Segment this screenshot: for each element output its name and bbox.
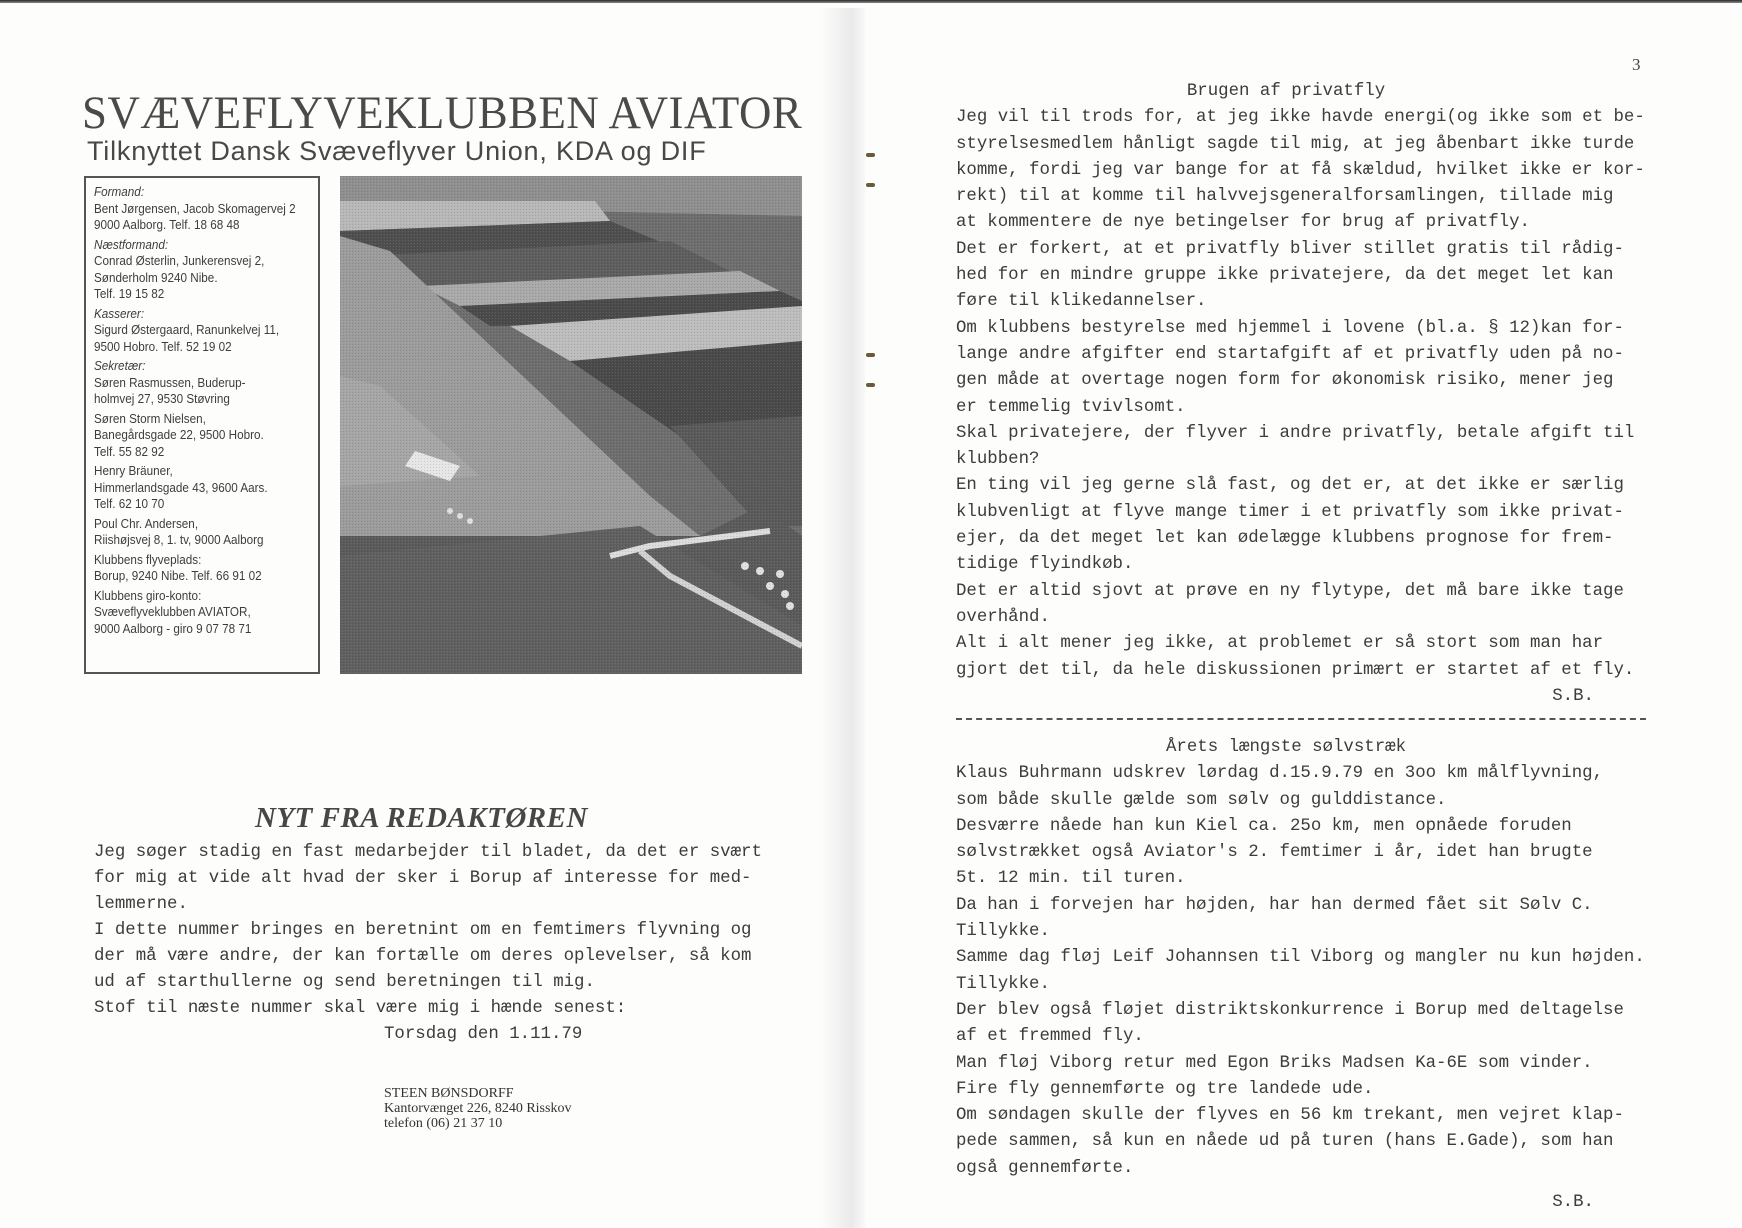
club-title: SVÆVEFLYVEKLUBBEN AVIATOR	[82, 87, 803, 139]
article-text-line: Man fløj Viborg retur med Egon Briks Madsen Ka-6E som vinder.	[956, 1053, 1593, 1073]
editor-text-line: I dette nummer bringes en beretnint om en femtimers flyvning og	[94, 921, 752, 940]
article-signature: S.B.	[1552, 686, 1594, 706]
editor-signature	[384, 1086, 571, 1131]
board-entry	[94, 463, 310, 513]
page-fold	[820, 8, 865, 1228]
board-contact-line: 9500 Hobro. Telf. 52 19 02	[94, 338, 232, 354]
editor-body	[94, 840, 814, 1022]
article-solvstraek	[956, 735, 1676, 1216]
board-contact-line: Riishøjsvej 8, 1. tv, 9000 Aalborg	[94, 532, 264, 547]
article-text-line: Klaus Buhrmann udskrev lørdag d.15.9.79 en 3oo km målflyvning,	[956, 764, 1604, 784]
article-text-line: klubben?	[956, 450, 1040, 470]
article-text-line: lange andre afgifter end startafgift af et privatfly uden på no-	[956, 344, 1624, 364]
article-text-line: komme, fordi jeg var bange for at få skældud, hvilket ikke er kor-	[956, 160, 1645, 180]
board-entry	[94, 184, 310, 234]
board-contact-line: Bent Jørgensen, Jacob Skomagervej 2	[94, 200, 296, 216]
board-entry	[94, 306, 310, 356]
board-contact-line: Himmerlandsgade 43, 9600 Aars.	[94, 479, 268, 495]
board-entry	[94, 588, 310, 638]
board-contact-box	[84, 176, 320, 674]
article-title: Årets længste sølvstræk	[1165, 738, 1407, 757]
board-contact-line: holmvej 27, 9530 Støvring	[94, 391, 230, 406]
club-subtitle: Tilknyttet Dansk Svæveflyver Union, KDA og DIF	[87, 136, 707, 166]
board-entry	[94, 358, 310, 408]
article-text-line: Skal privatejere, der flyver i andre privatfly, betale afgift til	[956, 423, 1635, 443]
board-contact-line: Poul Chr. Andersen,	[94, 515, 199, 531]
article-text-line: af et fremmed fly.	[956, 1027, 1144, 1047]
editor-phone: telefon (06) 21 37 10	[384, 1116, 503, 1131]
board-contact-line: Søren Storm Nielsen,	[94, 410, 206, 426]
article-text-line: klubvenligt at flyve mange timer i et privatfly som ikke privat-	[956, 502, 1624, 522]
board-entry	[94, 552, 310, 585]
editor-section-title: NYT FRA REDAKTØREN	[255, 802, 588, 834]
board-role: Formand:	[94, 184, 145, 199]
article-text-line: Alt i alt mener jeg ikke, at problemet er så stort som man har	[956, 634, 1604, 654]
article-text-line: Fire fly gennemførte og tre landede ude.	[956, 1079, 1374, 1099]
article-body	[956, 105, 1676, 684]
article-text-line: pede sammen, så kun en nåede ud på turen (hans E.Gade), som han	[956, 1132, 1614, 1152]
article-text-line: Der blev også fløjet distriktskonkurrence i Borup med deltagelse	[956, 1000, 1624, 1020]
board-contact-line: Sønderholm 9240 Nibe.	[94, 269, 218, 285]
editor-text-line: Stof til næste nummer skal være mig i hænde senest:	[94, 999, 627, 1018]
article-text-line: føre til klikedannelser.	[956, 292, 1207, 312]
article-text-line: En ting vil jeg gerne slå fast, og det er, at det ikke er særlig	[956, 476, 1624, 496]
staple-icon	[866, 183, 875, 187]
article-text-line: Det er altid sjovt at prøve en ny flytype, det må bare ikke tage	[956, 581, 1624, 601]
staple-icon	[866, 353, 875, 357]
board-entry	[94, 411, 310, 461]
board-contact-line: Borup, 9240 Nibe. Telf. 66 91 02	[94, 568, 262, 583]
article-text-line: styrelsesmedlem hånligt sagde til mig, at jeg åbenbart ikke turde	[956, 134, 1635, 154]
article-text-line: som både skulle gælde som sølv og gulddistance.	[956, 790, 1447, 810]
article-signature: S.B.	[1552, 1193, 1594, 1213]
board-contact-line: Conrad Østerlin, Junkerensvej 2,	[94, 253, 265, 268]
article-body	[956, 761, 1676, 1182]
article-privatfly	[956, 79, 1676, 710]
article-text-line: Da han i forvejen har højden, har han dermed fået sit Sølv C.	[956, 895, 1593, 915]
editor-text-line: Jeg søger stadig en fast medarbejder til bladet, da det er svært	[94, 843, 762, 862]
article-title: Brugen af privatfly	[1186, 82, 1386, 101]
article-text-line: Desværre nåede han kun Kiel ca. 25o km, men opnåede foruden	[956, 816, 1572, 836]
article-text-line: Jeg vil til trods for, at jeg ikke havde energi(og ikke som et be-	[956, 108, 1645, 128]
article-text-line: Om søndagen skulle der flyves en 56 km trekant, men vejret klap-	[956, 1106, 1624, 1126]
article-text-line: gen måde at overtage nogen form for økonomisk risiko, mener jeg	[956, 371, 1614, 391]
board-contact-line: Banegårdsgade 22, 9500 Hobro.	[94, 427, 264, 442]
article-text-line: Samme dag fløj Leif Johannsen til Viborg og mangler nu kun højden.	[956, 948, 1645, 968]
board-contact-line: Sigurd Østergaard, Ranunkelvej 11,	[94, 322, 280, 337]
photo-graphic	[340, 176, 802, 674]
editor-text-line: ud af starthullerne og send beretningen til mig.	[94, 973, 595, 992]
article-text-line: overhånd.	[956, 607, 1050, 627]
board-role: Kasserer:	[94, 305, 145, 321]
board-entry	[94, 516, 310, 549]
board-contact-line: Klubbens flyveplads:	[94, 551, 202, 567]
board-contact-line: Søren Rasmussen, Buderup-	[94, 374, 246, 390]
editor-deadline: Torsdag den 1.11.79	[384, 1025, 583, 1044]
staple-icon	[866, 383, 875, 387]
article-text-line: sølvstrækket også Aviator's 2. femtimer i år, idet han brugte	[956, 843, 1593, 863]
editor-text-line: for mig at vide alt hvad der sker i Borup af interesse for med-	[94, 869, 752, 888]
board-contact-line: Klubbens giro-konto:	[94, 587, 202, 603]
article-text-line: 5t. 12 min. til turen.	[956, 869, 1186, 889]
board-contact-line: Telf. 62 10 70	[94, 496, 165, 511]
article-text-line: er temmelig tvivlsomt.	[956, 397, 1186, 417]
article-text-line: Tillykke.	[956, 974, 1050, 994]
editor-name: STEEN BØNSDORFF	[384, 1086, 514, 1101]
editor-text-line: lemmerne.	[94, 895, 188, 914]
article-text-line: gjort det til, da hele diskussionen primært er startet af et fly.	[956, 660, 1635, 680]
article-text-line: Om klubbens bestyrelse med hjemmel i lovene (bl.a. § 12)kan for-	[956, 318, 1624, 338]
board-contact-line: Henry Bräuner,	[94, 463, 173, 478]
scan-top-edge	[0, 0, 1742, 3]
board-contact-line: Svæveflyveklubben AVIATOR,	[94, 604, 251, 619]
staple-icon	[866, 153, 875, 157]
section-divider	[956, 718, 1646, 720]
editor-text-line: der må være andre, der kan fortælle om deres oplevelser, så kom	[94, 947, 752, 966]
board-entry	[94, 237, 310, 303]
article-text-line: Tillykke.	[956, 922, 1050, 942]
board-role: Sekretær:	[94, 358, 146, 373]
board-contact-line: Telf. 19 15 82	[94, 286, 165, 301]
board-contact-line: 9000 Aalborg. Telf. 18 68 48	[94, 217, 240, 232]
page-number: 3	[1632, 55, 1641, 74]
article-text-line: tidige flyindkøb.	[956, 555, 1134, 575]
board-contact-line: 9000 Aalborg - giro 9 07 78 71	[94, 620, 252, 636]
article-text-line: Det er forkert, at et privatfly bliver stillet gratis til rådig-	[956, 239, 1624, 259]
editor-address: Kantorvænget 226, 8240 Risskov	[384, 1101, 572, 1116]
board-role: Næstformand:	[94, 236, 169, 252]
article-text-line: ejer, da det meget let kan ødelægge klubbens prognose for frem-	[956, 529, 1614, 549]
article-text-line: hed for en mindre gruppe ikke privatejere, da det meget let kan	[956, 266, 1614, 286]
board-contact-line: Telf. 55 82 92	[94, 443, 165, 459]
article-text-line: at kommentere de nye betingelser for brug af privatfly.	[956, 213, 1530, 233]
article-text-line: også gennemførte.	[956, 1158, 1134, 1178]
aerial-photo-airfield	[340, 176, 802, 674]
article-text-line: rekt) til at komme til halvvejsgeneralforsamlingen, tillade mig	[956, 187, 1614, 207]
